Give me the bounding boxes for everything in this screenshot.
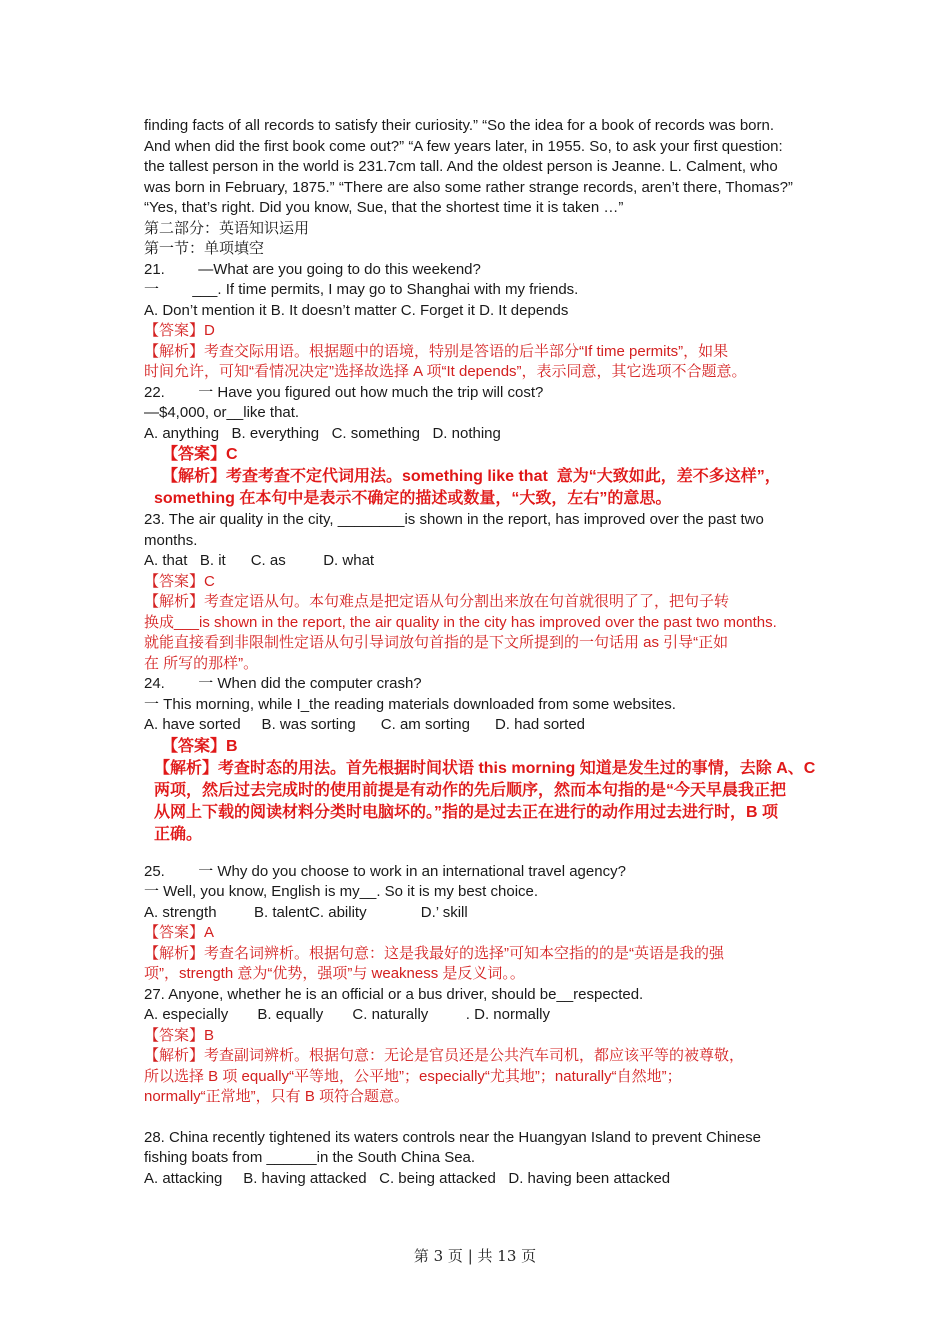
answer-line: 项”，strength 意为“优势，强项”与 weakness 是反义词。。 bbox=[144, 965, 525, 982]
answer-line: 正确。 bbox=[154, 825, 203, 843]
text-line: 25. 一 Why do you choose to work in an international travel agency? bbox=[144, 862, 626, 880]
answer-line: 【答案】B bbox=[144, 1026, 215, 1044]
text-line: And when did the first book come out?” “A few years later, in 1955. So, to ask your first question: bbox=[144, 137, 783, 155]
text-line: A. that B. it C. as D. what bbox=[144, 552, 375, 569]
answer-line: something 在本句中是表示不确定的描述或数量，“大致，左右”的意思。 bbox=[154, 490, 672, 507]
answer-line: 【解析】考查副词辨析。根据句意：无论是官员还是公共汽车司机，都应该平等的被尊敬， bbox=[144, 1047, 745, 1064]
answer-line: 就能直接看到非限制性定语从句引导词放句首指的是下文所提到的一句话用 as 引导“正如 bbox=[144, 634, 729, 651]
text-line: 第一节：单项填空 bbox=[144, 240, 265, 257]
text-line: finding facts of all records to satisfy their curiosity.” “So the idea for a book of records was born. bbox=[144, 117, 775, 134]
text-line: “Yes, that’s right. Did you know, Sue, that the shortest time it is taken …” bbox=[144, 199, 624, 216]
answer-line: 所以选择 B 项 equally“平等地，公平地”；especially“尤其地”；naturally“自然地”； bbox=[144, 1067, 682, 1085]
document-body bbox=[144, 116, 824, 1189]
answer-line: normally“正常地”，只有 B 项符合题意。 bbox=[144, 1088, 410, 1105]
text-line: 27. Anyone, whether he is an official or a bus driver, should be__respected. bbox=[144, 985, 644, 1003]
answer-line: 在 所写的那样”。 bbox=[144, 654, 259, 672]
text-line: A. Don’t mention it B. It doesn’t matter C. Forget it D. It depends bbox=[144, 301, 569, 319]
answer-line: 【答案】A bbox=[144, 924, 215, 941]
text-line: —$4,000, or__like that. bbox=[144, 404, 300, 421]
text-line: 24. 一 When did the computer crash? bbox=[144, 675, 422, 692]
text-line: 一 ___. If time permits, I may go to Shanghai with my friends. bbox=[144, 281, 579, 298]
answer-line: 【解析】考查交际用语。根据题中的语境，特别是答语的后半部分“If time permits”，如果 bbox=[144, 342, 729, 360]
answer-line: 时间允许，可知“看情况决定”选择故选择 A 项“It depends”，表示同意，其它选项不合题意。 bbox=[144, 363, 747, 380]
text-line: A. anything B. everything C. something D. nothing bbox=[144, 424, 501, 442]
text-line: A. have sorted B. was sorting C. am sorting D. had sorted bbox=[144, 716, 586, 733]
text-line: the tallest person in the world is 231.7cm tall. And the oldest person is Jeanne. L. Calment, who bbox=[144, 158, 778, 175]
text-line: was born in February, 1875.” “There are also some rather strange records, aren’t there, Thomas?” bbox=[144, 178, 793, 196]
answer-line: 两项，然后过去完成时的使用前提是有动作的先后顺序，然而本句指的是“今天早晨我正把 bbox=[154, 781, 787, 799]
answer-line: 从网上下载的阅读材料分类时电脑坏的。”指的是过去正在进行的动作用过去进行时，B 项 bbox=[154, 803, 779, 821]
answer-line: 【解析】考查时态的用法。首先根据时间状语 this morning 知道是发生过的事情，去除 A、C bbox=[154, 759, 816, 777]
answer-line: 【答案】D bbox=[144, 322, 215, 339]
answer-line: 换成___is shown in the report, the air quality in the city has improved over the past two months. bbox=[144, 613, 777, 631]
text-line: 23. The air quality in the city, ________is shown in the report, has improved over the past two bbox=[144, 511, 764, 528]
spacer bbox=[144, 1108, 824, 1128]
text-line: 28. China recently tightened its waters controls near the Huangyan Island to prevent Chinese bbox=[144, 1128, 762, 1146]
answer-line: 【解析】考查考查不定代词用法。something like that 意为“大致如此，差不多这样”， bbox=[162, 468, 781, 485]
text-line: months. bbox=[144, 531, 198, 549]
text-line: A. strength B. talentC. ability D.’ skill bbox=[144, 903, 468, 921]
text-line: 第二部分：英语知识运用 bbox=[144, 219, 310, 237]
text-line: 一 This morning, while I_the reading materials downloaded from some websites. bbox=[144, 695, 676, 713]
text-line: 一 Well, you know, English is my__. So it is my best choice. bbox=[144, 883, 539, 900]
page-footer: 第 3 页 | 共 13 页 bbox=[413, 1247, 537, 1265]
text-line: 21. —What are you going to do this weekend? bbox=[144, 260, 481, 278]
answer-line: 【答案】C bbox=[162, 446, 238, 463]
answer-line: 【解析】考查定语从句。本句难点是把定语从句分割出来放在句首就很明了了，把句子转 bbox=[144, 593, 730, 610]
text-line: A. especially B. equally C. naturally . D. normally bbox=[144, 1006, 550, 1023]
answer-line: 【解析】考查名词辨析。根据句意：这是我最好的选择”可知本空指的的是“英语是我的强 bbox=[144, 944, 724, 962]
spacer bbox=[144, 846, 824, 862]
text-line: A. attacking B. having attacked C. being attacked D. having been attacked bbox=[144, 1169, 671, 1187]
text-line: 22. 一 Have you figured out how much the trip will cost? bbox=[144, 383, 544, 401]
text-line: fishing boats from ______in the South China Sea. bbox=[144, 1149, 476, 1166]
answer-line: 【答案】C bbox=[144, 572, 215, 590]
answer-line: 【答案】B bbox=[162, 737, 238, 755]
